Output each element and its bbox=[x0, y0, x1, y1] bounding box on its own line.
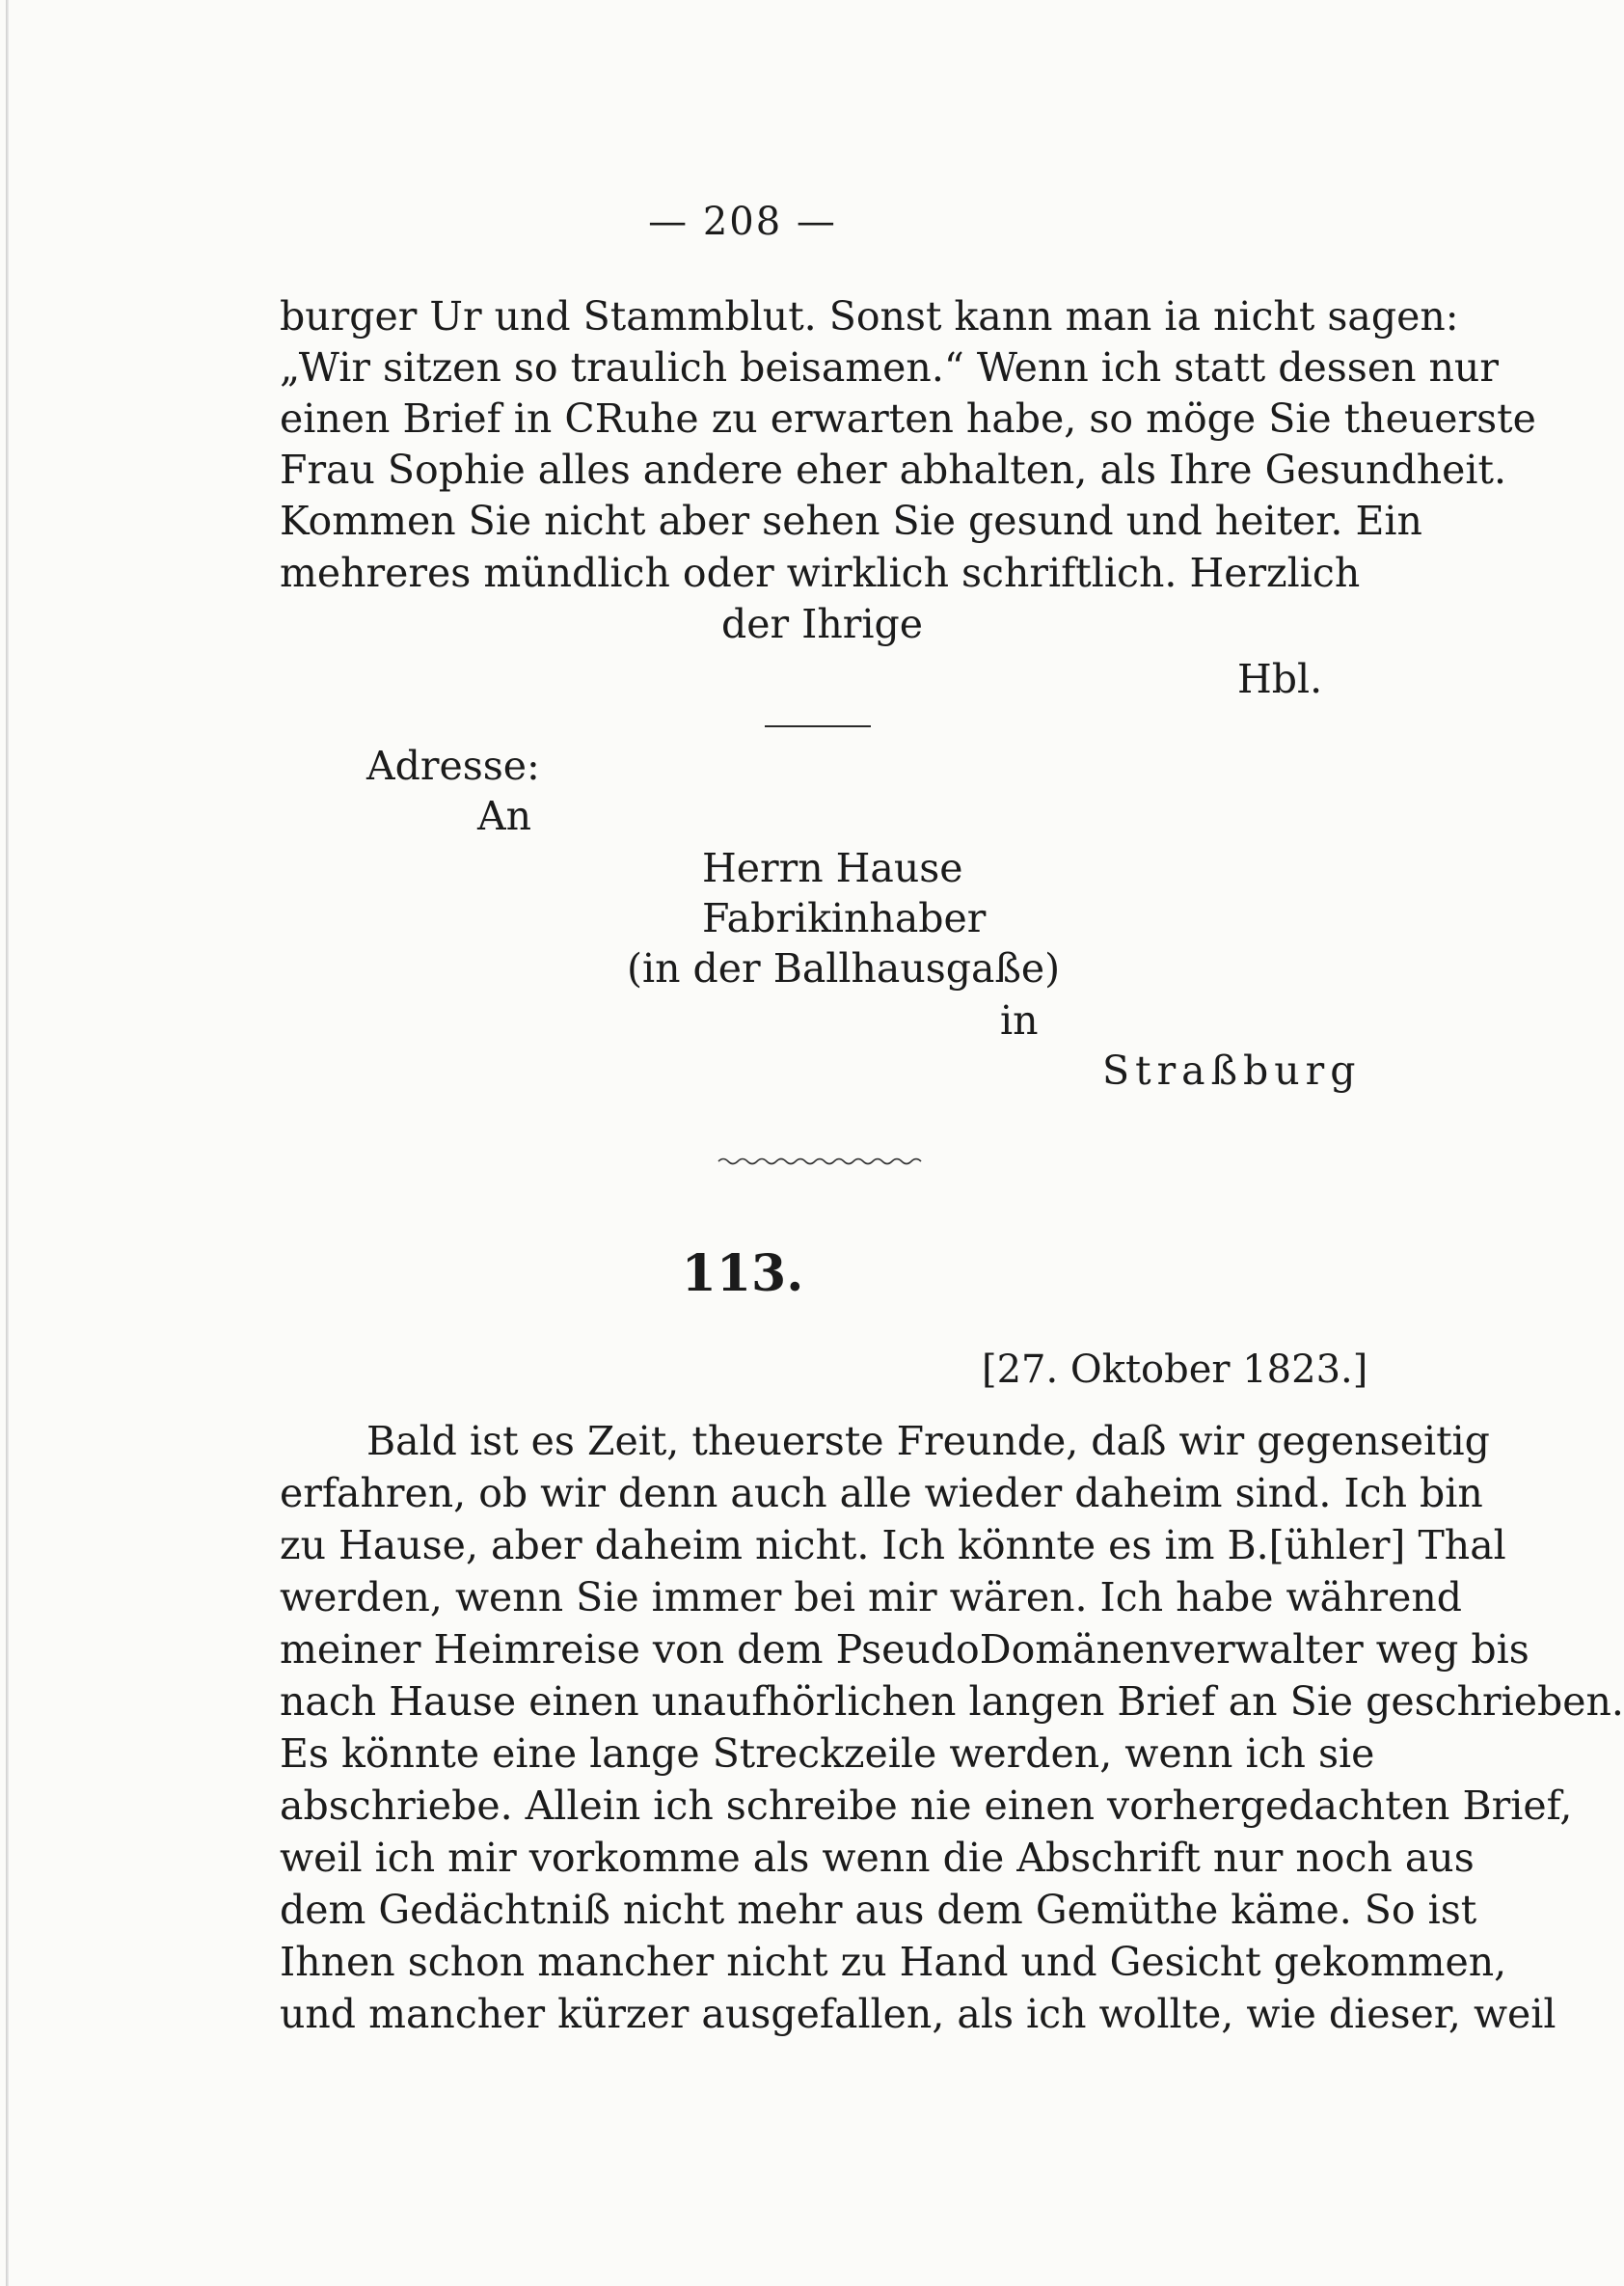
text-line: weil ich mir vorkomme als wenn die Abschrift nur noch aus bbox=[280, 1835, 1475, 1881]
letter-date: [27. Oktober 1823.] bbox=[982, 1347, 1368, 1392]
page-edge bbox=[6, 0, 9, 2286]
address-street: (in der Ballhausgaße) bbox=[627, 945, 1061, 992]
text-line: „Wir sitzen so traulich beisamen.“ Wenn ich statt dessen nur bbox=[280, 344, 1499, 391]
text-line: meiner Heimreise von dem PseudoDomänenverwalter weg bis bbox=[280, 1626, 1529, 1673]
text-line: Ihnen schon mancher nicht zu Hand und Gesicht gekommen, bbox=[280, 1939, 1507, 1985]
signature: Hbl. bbox=[1237, 656, 1323, 702]
text-line: einen Brief in CRuhe zu erwarten habe, so möge Sie theuerste bbox=[280, 395, 1536, 442]
address-name: Herrn Hause bbox=[702, 845, 963, 891]
section-divider bbox=[765, 725, 871, 727]
letter-number: 113. bbox=[681, 1244, 804, 1303]
text-line: Bald ist es Zeit, theuerste Freunde, daß wir gegenseitig bbox=[366, 1418, 1490, 1464]
text-line: werden, wenn Sie immer bei mir wären. Ich habe während bbox=[280, 1574, 1462, 1620]
text-line: Es könnte eine lange Streckzeile werden, wenn ich sie bbox=[280, 1730, 1375, 1777]
ornamental-wave-divider bbox=[718, 1156, 926, 1167]
closing: der Ihrige bbox=[721, 601, 923, 647]
text-line: zu Hause, aber daheim nicht. Ich könnte es im B.[ühler] Thal bbox=[280, 1522, 1506, 1568]
text-line: nach Hause einen unaufhörlichen langen Brief an Sie geschrieben. bbox=[280, 1678, 1624, 1725]
address-to: An bbox=[477, 793, 532, 839]
text-line: dem Gedächtniß nicht mehr aus dem Gemüthe käme. So ist bbox=[280, 1887, 1477, 1933]
text-line: erfahren, ob wir denn auch alle wieder daheim sind. Ich bin bbox=[280, 1470, 1483, 1516]
text-line: Kommen Sie nicht aber sehen Sie gesund und heiter. Ein bbox=[280, 498, 1422, 544]
text-line: Frau Sophie alles andere eher abhalten, als Ihre Gesundheit. bbox=[280, 447, 1506, 493]
address-city: Straßburg bbox=[1102, 1048, 1362, 1094]
text-line: burger Ur und Stammblut. Sonst kann man ia nicht sagen: bbox=[280, 293, 1459, 340]
text-line: mehreres mündlich oder wirklich schriftlich. Herzlich bbox=[280, 550, 1361, 596]
address-occupation: Fabrikinhaber bbox=[702, 895, 987, 941]
text-line: abschriebe. Allein ich schreibe nie einen vorhergedachten Brief, bbox=[280, 1783, 1573, 1829]
text-line: und mancher kürzer ausgefallen, als ich wollte, wie dieser, weil bbox=[280, 1991, 1556, 2037]
address-in: in bbox=[1000, 997, 1039, 1044]
page-number: — 208 — bbox=[648, 200, 837, 244]
address-label: Adresse: bbox=[366, 743, 540, 789]
